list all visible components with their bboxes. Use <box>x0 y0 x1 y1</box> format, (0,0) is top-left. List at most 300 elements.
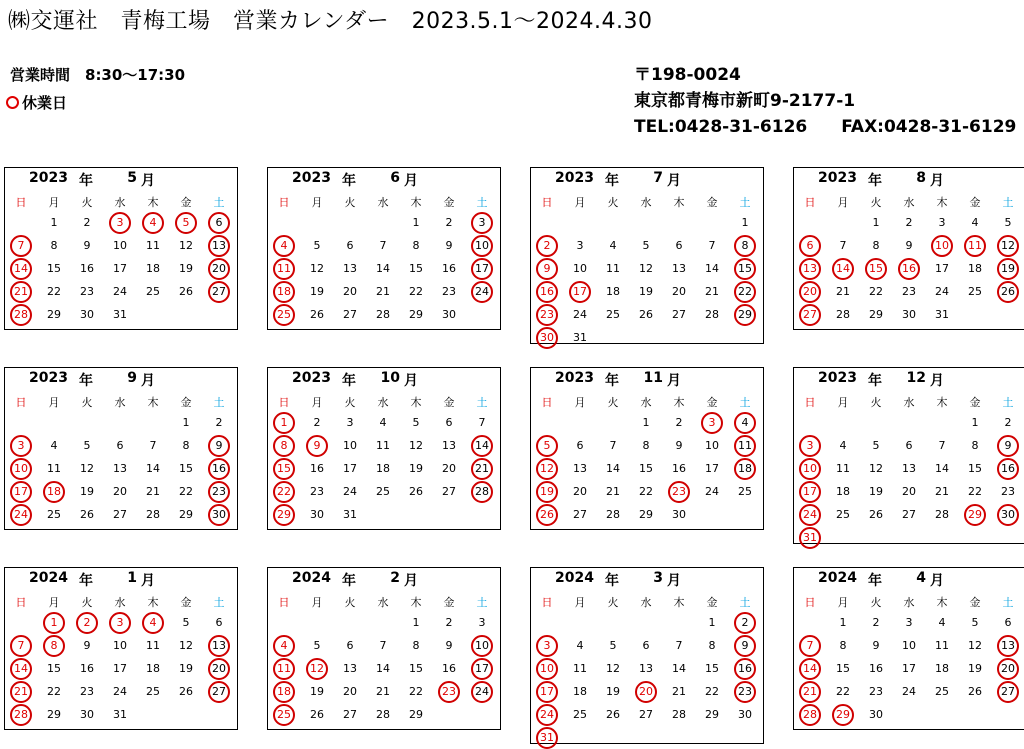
day-number: 9 <box>675 439 683 452</box>
day-number: 19 <box>409 462 423 475</box>
closed-day: 10 <box>7 458 35 480</box>
weekday-label: 木 <box>673 596 685 609</box>
weekday-label: 水 <box>640 396 652 409</box>
day-number: 21 <box>836 285 850 298</box>
closed-day: 23 <box>665 481 693 503</box>
closed-day: 9 <box>994 435 1022 457</box>
day-number: 14 <box>606 462 620 475</box>
weekday-label: 木 <box>936 196 948 209</box>
closed-day: 27 <box>205 281 233 303</box>
weekday-label: 土 <box>213 196 225 209</box>
closed-day: 17 <box>533 681 561 703</box>
day-number: 13 <box>442 439 456 452</box>
closed-day: 30 <box>994 504 1022 526</box>
day-number: 28 <box>376 708 390 721</box>
day-number: 16 <box>672 462 686 475</box>
closed-day: 17 <box>7 481 35 503</box>
day-number: 9 <box>872 639 880 652</box>
day-number: 20 <box>902 485 916 498</box>
closed-day: 7 <box>7 635 35 657</box>
day-number: 31 <box>935 308 949 321</box>
closed-day: 7 <box>7 235 35 257</box>
day-number: 19 <box>639 285 653 298</box>
month-calendar <box>267 167 501 330</box>
day-number: 22 <box>639 485 653 498</box>
day-number: 11 <box>606 262 620 275</box>
day-number: 18 <box>146 262 160 275</box>
day-number: 12 <box>409 439 423 452</box>
month-header <box>794 370 1024 390</box>
day-number: 23 <box>442 285 456 298</box>
weekday-label: 日 <box>278 396 290 409</box>
day-number: 28 <box>376 308 390 321</box>
day-number: 7 <box>839 239 847 252</box>
weekday-label: 水 <box>640 596 652 609</box>
day-number: 22 <box>409 285 423 298</box>
closed-day: 19 <box>994 258 1022 280</box>
day-number: 19 <box>179 262 193 275</box>
closed-day: 31 <box>533 727 561 749</box>
year-label: 2023 <box>818 170 857 186</box>
closed-day: 13 <box>205 235 233 257</box>
month-calendar <box>530 567 764 744</box>
weekday-label: 月 <box>837 196 849 209</box>
day-number: 9 <box>445 639 453 652</box>
closed-day: 25 <box>270 304 298 326</box>
month-header <box>268 570 500 590</box>
year-suffix: 年 <box>79 373 93 389</box>
postal-code: 〒198-0024 <box>634 65 741 85</box>
day-number: 27 <box>573 508 587 521</box>
year-label: 2023 <box>555 370 594 386</box>
day-number: 24 <box>573 308 587 321</box>
month-header <box>531 370 763 390</box>
day-number: 27 <box>442 485 456 498</box>
day-number: 29 <box>869 308 883 321</box>
day-number: 29 <box>47 708 61 721</box>
closed-day: 7 <box>796 635 824 657</box>
day-number: 11 <box>146 639 160 652</box>
day-number: 5 <box>642 239 650 252</box>
day-number: 8 <box>839 639 847 652</box>
weekday-label: 金 <box>180 396 192 409</box>
weekday-label: 土 <box>1002 596 1014 609</box>
day-number: 25 <box>935 685 949 698</box>
day-number: 16 <box>80 262 94 275</box>
weekday-label: 火 <box>607 596 619 609</box>
closed-day: 5 <box>533 435 561 457</box>
day-number: 2 <box>445 216 453 229</box>
month-header <box>5 170 237 190</box>
month-calendar <box>4 167 238 330</box>
month-suffix: 月 <box>930 373 944 389</box>
closed-day: 3 <box>7 435 35 457</box>
day-number: 13 <box>343 262 357 275</box>
day-number: 21 <box>672 685 686 698</box>
closed-day: 24 <box>468 681 496 703</box>
weekday-label: 金 <box>706 396 718 409</box>
day-number: 12 <box>179 239 193 252</box>
weekday-label: 水 <box>640 196 652 209</box>
closed-day: 26 <box>994 281 1022 303</box>
day-number: 3 <box>905 616 913 629</box>
month-calendar <box>530 367 764 530</box>
day-number: 19 <box>968 662 982 675</box>
day-number: 10 <box>113 639 127 652</box>
day-number: 26 <box>639 308 653 321</box>
month-number: 6 <box>390 170 400 186</box>
month-header <box>5 370 237 390</box>
day-number: 4 <box>50 439 58 452</box>
closed-day: 18 <box>270 281 298 303</box>
day-number: 28 <box>606 508 620 521</box>
weekday-label: 土 <box>1002 396 1014 409</box>
day-number: 1 <box>182 416 190 429</box>
year-label: 2023 <box>29 170 68 186</box>
closed-day: 23 <box>435 681 463 703</box>
day-number: 23 <box>902 285 916 298</box>
day-number: 15 <box>409 662 423 675</box>
day-number: 18 <box>968 262 982 275</box>
day-number: 19 <box>869 485 883 498</box>
month-calendar <box>267 567 501 730</box>
weekday-label: 月 <box>574 396 586 409</box>
day-number: 2 <box>215 416 223 429</box>
closed-day: 3 <box>106 612 134 634</box>
day-number: 30 <box>310 508 324 521</box>
day-number: 5 <box>313 639 321 652</box>
day-number: 9 <box>445 239 453 252</box>
closed-day: 14 <box>829 258 857 280</box>
month-calendar <box>793 567 1024 730</box>
closed-day: 28 <box>7 704 35 726</box>
closed-day: 24 <box>7 504 35 526</box>
day-number: 12 <box>606 662 620 675</box>
closed-day: 21 <box>468 458 496 480</box>
day-number: 15 <box>409 262 423 275</box>
day-number: 10 <box>573 262 587 275</box>
day-number: 24 <box>343 485 357 498</box>
year-suffix: 年 <box>605 373 619 389</box>
day-number: 26 <box>606 708 620 721</box>
day-number: 30 <box>442 308 456 321</box>
closed-day: 10 <box>468 235 496 257</box>
weekday-label: 木 <box>673 396 685 409</box>
day-number: 16 <box>310 462 324 475</box>
closed-day: 4 <box>731 412 759 434</box>
month-suffix: 月 <box>141 573 155 589</box>
day-number: 6 <box>445 416 453 429</box>
closed-day: 18 <box>270 681 298 703</box>
day-number: 13 <box>113 462 127 475</box>
day-number: 21 <box>606 485 620 498</box>
day-number: 24 <box>113 685 127 698</box>
day-number: 23 <box>80 285 94 298</box>
closed-day: 3 <box>796 435 824 457</box>
closed-day: 17 <box>796 481 824 503</box>
year-label: 2024 <box>555 570 594 586</box>
day-number: 1 <box>50 216 58 229</box>
month-header <box>794 170 1024 190</box>
closed-day: 23 <box>731 681 759 703</box>
day-number: 11 <box>146 239 160 252</box>
day-number: 9 <box>83 239 91 252</box>
day-number: 1 <box>839 616 847 629</box>
year-suffix: 年 <box>342 173 356 189</box>
day-number: 7 <box>708 239 716 252</box>
day-number: 27 <box>639 708 653 721</box>
weekday-label: 日 <box>15 396 27 409</box>
day-number: 15 <box>47 262 61 275</box>
day-number: 29 <box>639 508 653 521</box>
day-number: 8 <box>971 439 979 452</box>
day-number: 17 <box>705 462 719 475</box>
day-number: 22 <box>705 685 719 698</box>
day-number: 5 <box>1004 216 1012 229</box>
month-number: 1 <box>127 570 137 586</box>
closed-day: 13 <box>796 258 824 280</box>
weekday-label: 土 <box>213 596 225 609</box>
closed-day: 28 <box>796 704 824 726</box>
closed-day: 6 <box>796 235 824 257</box>
closed-day: 3 <box>533 635 561 657</box>
day-number: 23 <box>869 685 883 698</box>
closed-day: 13 <box>205 635 233 657</box>
day-number: 12 <box>310 262 324 275</box>
day-number: 31 <box>573 331 587 344</box>
closed-day: 17 <box>468 658 496 680</box>
street-address: 東京都青梅市新町9-2177-1 <box>634 91 856 111</box>
closed-day: 29 <box>829 704 857 726</box>
day-number: 25 <box>738 485 752 498</box>
month-suffix: 月 <box>404 573 418 589</box>
business-hours: 営業時間 8:30〜17:30 <box>10 66 186 84</box>
day-number: 7 <box>379 239 387 252</box>
weekday-label: 金 <box>969 196 981 209</box>
closed-day: 20 <box>205 258 233 280</box>
day-number: 30 <box>738 708 752 721</box>
closed-day: 8 <box>40 635 68 657</box>
month-number: 3 <box>653 570 663 586</box>
month-suffix: 月 <box>930 173 944 189</box>
weekday-label: 土 <box>213 396 225 409</box>
day-number: 5 <box>971 616 979 629</box>
weekday-label: 月 <box>837 596 849 609</box>
day-number: 20 <box>573 485 587 498</box>
closed-day: 26 <box>533 504 561 526</box>
weekday-label: 木 <box>410 596 422 609</box>
closed-day: 16 <box>895 258 923 280</box>
day-number: 30 <box>869 708 883 721</box>
year-suffix: 年 <box>79 173 93 189</box>
day-number: 13 <box>573 462 587 475</box>
closed-day: 5 <box>172 212 200 234</box>
day-number: 31 <box>113 308 127 321</box>
weekday-label: 火 <box>607 196 619 209</box>
weekday-label: 火 <box>870 596 882 609</box>
closed-day: 10 <box>468 635 496 657</box>
day-number: 6 <box>642 639 650 652</box>
closed-day: 22 <box>270 481 298 503</box>
day-number: 18 <box>606 285 620 298</box>
weekday-label: 木 <box>147 196 159 209</box>
closed-day: 20 <box>632 681 660 703</box>
closed-day: 14 <box>7 258 35 280</box>
day-number: 12 <box>179 639 193 652</box>
weekday-label: 月 <box>48 596 60 609</box>
day-number: 5 <box>83 439 91 452</box>
year-label: 2023 <box>555 170 594 186</box>
weekday-label: 火 <box>81 596 93 609</box>
day-number: 18 <box>836 485 850 498</box>
day-number: 24 <box>935 285 949 298</box>
day-number: 4 <box>576 639 584 652</box>
month-calendar <box>4 367 238 530</box>
day-number: 27 <box>343 308 357 321</box>
day-number: 21 <box>935 485 949 498</box>
closed-day: 15 <box>731 258 759 280</box>
weekday-label: 木 <box>147 596 159 609</box>
day-number: 10 <box>343 439 357 452</box>
weekday-label: 水 <box>114 396 126 409</box>
weekday-label: 日 <box>278 596 290 609</box>
day-number: 29 <box>705 708 719 721</box>
closed-day: 3 <box>468 212 496 234</box>
month-suffix: 月 <box>667 373 681 389</box>
closed-day: 2 <box>731 612 759 634</box>
day-number: 29 <box>409 708 423 721</box>
weekday-label: 日 <box>278 196 290 209</box>
weekday-label: 金 <box>180 196 192 209</box>
day-number: 23 <box>80 685 94 698</box>
weekday-label: 金 <box>706 596 718 609</box>
closed-day: 8 <box>270 435 298 457</box>
day-number: 17 <box>902 662 916 675</box>
day-number: 12 <box>869 462 883 475</box>
day-number: 6 <box>346 639 354 652</box>
closed-day: 30 <box>205 504 233 526</box>
closed-day: 28 <box>468 481 496 503</box>
year-label: 2023 <box>292 170 331 186</box>
weekday-label: 金 <box>443 196 455 209</box>
closed-day: 4 <box>139 612 167 634</box>
day-number: 13 <box>672 262 686 275</box>
day-number: 23 <box>310 485 324 498</box>
month-number: 5 <box>127 170 137 186</box>
day-number: 1 <box>971 416 979 429</box>
day-number: 8 <box>412 239 420 252</box>
closed-day: 9 <box>731 635 759 657</box>
day-number: 11 <box>573 662 587 675</box>
closed-day: 16 <box>731 658 759 680</box>
year-suffix: 年 <box>605 573 619 589</box>
closed-day: 13 <box>994 635 1022 657</box>
day-number: 12 <box>639 262 653 275</box>
day-number: 28 <box>836 308 850 321</box>
weekday-label: 月 <box>311 196 323 209</box>
year-suffix: 年 <box>868 373 882 389</box>
day-number: 30 <box>80 708 94 721</box>
day-number: 11 <box>836 462 850 475</box>
weekday-label: 水 <box>903 196 915 209</box>
closed-day: 24 <box>533 704 561 726</box>
year-suffix: 年 <box>342 573 356 589</box>
weekday-label: 水 <box>903 596 915 609</box>
weekday-label: 水 <box>377 596 389 609</box>
day-number: 1 <box>708 616 716 629</box>
closed-day: 24 <box>796 504 824 526</box>
weekday-label: 日 <box>804 596 816 609</box>
weekday-label: 火 <box>870 196 882 209</box>
day-number: 16 <box>869 662 883 675</box>
day-number: 20 <box>343 285 357 298</box>
weekday-label: 月 <box>837 396 849 409</box>
month-calendar <box>793 367 1024 544</box>
weekday-label: 火 <box>607 396 619 409</box>
legend-label: 休業日 <box>22 94 68 112</box>
weekday-label: 木 <box>147 396 159 409</box>
closed-day: 12 <box>533 458 561 480</box>
closed-day: 4 <box>270 235 298 257</box>
closed-day: 17 <box>566 281 594 303</box>
day-number: 27 <box>343 708 357 721</box>
closed-day: 18 <box>731 458 759 480</box>
day-number: 25 <box>606 308 620 321</box>
day-number: 17 <box>343 462 357 475</box>
day-number: 20 <box>442 462 456 475</box>
weekday-label: 木 <box>410 196 422 209</box>
day-number: 6 <box>215 616 223 629</box>
day-number: 22 <box>869 285 883 298</box>
day-number: 3 <box>576 239 584 252</box>
day-number: 21 <box>376 285 390 298</box>
closed-day: 20 <box>205 658 233 680</box>
day-number: 2 <box>905 216 913 229</box>
day-number: 23 <box>1001 485 1015 498</box>
day-number: 27 <box>672 308 686 321</box>
day-number: 21 <box>705 285 719 298</box>
day-number: 7 <box>675 639 683 652</box>
day-number: 14 <box>146 462 160 475</box>
closed-day: 17 <box>468 258 496 280</box>
weekday-label: 日 <box>15 596 27 609</box>
day-number: 26 <box>968 685 982 698</box>
holiday-circle-icon <box>6 96 19 109</box>
day-number: 3 <box>938 216 946 229</box>
closed-day: 21 <box>7 281 35 303</box>
closed-day: 23 <box>205 481 233 503</box>
weekday-label: 月 <box>311 396 323 409</box>
month-number: 2 <box>390 570 400 586</box>
weekday-label: 月 <box>574 596 586 609</box>
weekday-label: 火 <box>81 196 93 209</box>
day-number: 17 <box>935 262 949 275</box>
closed-day: 6 <box>205 212 233 234</box>
day-number: 26 <box>310 708 324 721</box>
month-suffix: 月 <box>404 373 418 389</box>
month-header <box>268 370 500 390</box>
day-number: 22 <box>968 485 982 498</box>
day-number: 9 <box>83 639 91 652</box>
month-suffix: 月 <box>930 573 944 589</box>
closed-day: 29 <box>731 304 759 326</box>
day-number: 1 <box>741 216 749 229</box>
day-number: 18 <box>935 662 949 675</box>
day-number: 28 <box>935 508 949 521</box>
month-header <box>531 570 763 590</box>
company-address-block <box>634 62 1016 140</box>
closed-day: 27 <box>205 681 233 703</box>
